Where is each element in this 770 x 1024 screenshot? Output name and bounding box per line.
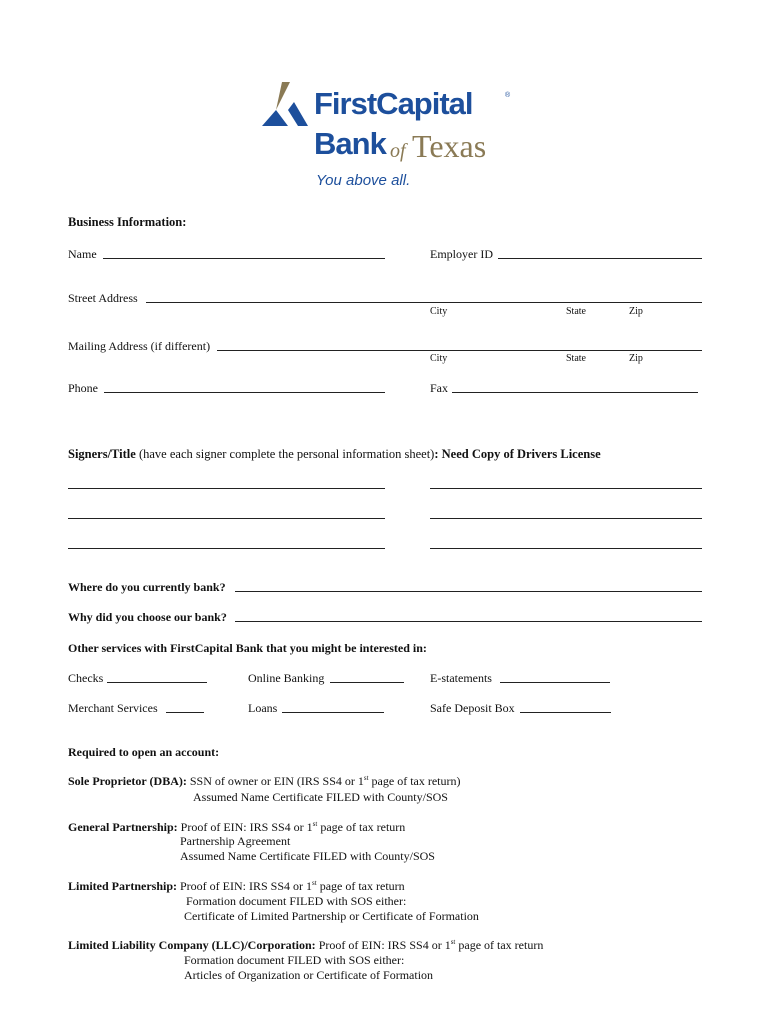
street-zip-label: Zip	[629, 306, 643, 317]
logo-bank-text: Bank	[314, 126, 386, 161]
llc-text: page of tax return	[455, 938, 544, 952]
online-banking-label: Online Banking	[248, 671, 325, 685]
signers-heading	[68, 447, 601, 462]
logo-triangle-icon	[262, 80, 312, 128]
signer-title-line[interactable]	[430, 548, 702, 549]
street-city-label: City	[430, 306, 448, 317]
llc-title: Limited Liability Company (LLC)/Corporation:	[68, 938, 316, 952]
general-partnership-line2: Partnership Agreement	[180, 834, 291, 848]
sole-proprietor-line2: Assumed Name Certificate FILED with County/SOS	[193, 790, 448, 804]
general-partnership-line1	[68, 820, 405, 835]
general-partnership-line3: Assumed Name Certificate FILED with County/SOS	[180, 849, 435, 863]
current-bank-label: Where do you currently bank?	[68, 580, 226, 594]
logo-tagline: You above all.	[316, 172, 411, 189]
why-bank-label: Why did you choose our bank?	[68, 610, 227, 624]
signer-line[interactable]	[68, 488, 385, 489]
other-services-label: Other services with FirstCapital Bank that you might be interested in:	[68, 641, 427, 655]
signers-license-note: Need Copy of Drivers License	[441, 447, 601, 461]
mailing-zip-label: Zip	[629, 353, 643, 364]
superscript: st	[312, 879, 317, 887]
street-address-label: Street Address	[68, 291, 138, 305]
requirements-heading: Required to open an account:	[68, 745, 220, 759]
general-partnership-title: General Partnership:	[68, 820, 178, 834]
signers-title: Signers/Title	[68, 447, 136, 461]
signer-title-line[interactable]	[430, 518, 702, 519]
online-banking-field[interactable]	[330, 682, 404, 683]
name-field[interactable]	[103, 258, 385, 259]
mailing-city-label: City	[430, 353, 448, 364]
mailing-address-field[interactable]	[217, 350, 702, 351]
general-partnership-text: page of tax return	[317, 820, 406, 834]
limited-partnership-line2: Formation document FILED with SOS either:	[186, 894, 407, 908]
fax-field[interactable]	[452, 392, 698, 393]
sole-proprietor-title: Sole Proprietor (DBA):	[68, 774, 187, 788]
logo-trademark: ®	[505, 92, 511, 99]
signer-title-line[interactable]	[430, 488, 702, 489]
street-address-field[interactable]	[146, 302, 702, 303]
limited-partnership-line1	[68, 879, 405, 894]
checks-label: Checks	[68, 671, 104, 685]
merchant-services-label: Merchant Services	[68, 701, 158, 715]
mailing-address-label: Mailing Address (if different)	[68, 339, 211, 353]
current-bank-field[interactable]	[235, 591, 702, 592]
logo-texas-text: Texas	[412, 128, 487, 164]
llc-text: Proof of EIN: IRS SS4 or 1	[315, 938, 451, 952]
safe-deposit-field[interactable]	[520, 712, 611, 713]
general-partnership-text: Proof of EIN: IRS SS4 or 1	[177, 820, 313, 834]
bank-logo	[262, 80, 522, 195]
superscript: st	[363, 774, 369, 782]
loans-label: Loans	[248, 701, 278, 715]
mailing-state-label: State	[566, 353, 586, 364]
why-bank-field[interactable]	[235, 621, 702, 622]
business-info-heading: Business Information:	[68, 215, 187, 229]
logo-of-text: of	[390, 140, 406, 162]
superscript: st	[312, 820, 318, 828]
sole-proprietor-text: SSN of owner or EIN (IRS SS4 or 1	[186, 774, 364, 788]
estatements-label: E-statements	[430, 671, 492, 685]
safe-deposit-label: Safe Deposit Box	[430, 701, 515, 715]
name-label: Name	[68, 247, 97, 261]
limited-partnership-text: page of tax return	[316, 879, 405, 893]
limited-partnership-text: Proof of EIN: IRS SS4 or 1	[177, 879, 313, 893]
street-state-label: State	[566, 306, 586, 317]
llc-line1	[68, 938, 543, 953]
merchant-services-field[interactable]	[166, 712, 204, 713]
fax-label: Fax	[430, 381, 448, 395]
signers-note: (have each signer complete the personal information sheet)	[135, 447, 435, 461]
sole-proprietor-text: page of tax return)	[368, 774, 461, 788]
loans-field[interactable]	[282, 712, 384, 713]
employer-id-field[interactable]	[498, 258, 702, 259]
limited-partnership-title: Limited Partnership:	[68, 879, 177, 893]
llc-line2: Formation document FILED with SOS either:	[184, 953, 405, 967]
superscript: st	[450, 938, 456, 946]
employer-id-label: Employer ID	[430, 247, 493, 261]
sole-proprietor-line1	[68, 774, 461, 789]
logo-brand-text: FirstCapital	[314, 86, 473, 121]
checks-field[interactable]	[107, 682, 207, 683]
signer-line[interactable]	[68, 518, 385, 519]
phone-label: Phone	[68, 381, 98, 395]
signer-line[interactable]	[68, 548, 385, 549]
estatements-field[interactable]	[500, 682, 610, 683]
limited-partnership-line3: Certificate of Limited Partnership or Certificate of Formation	[184, 909, 479, 923]
llc-line3: Articles of Organization or Certificate of Formation	[184, 968, 434, 982]
signers-colon: :	[434, 447, 442, 461]
phone-field[interactable]	[104, 392, 385, 393]
